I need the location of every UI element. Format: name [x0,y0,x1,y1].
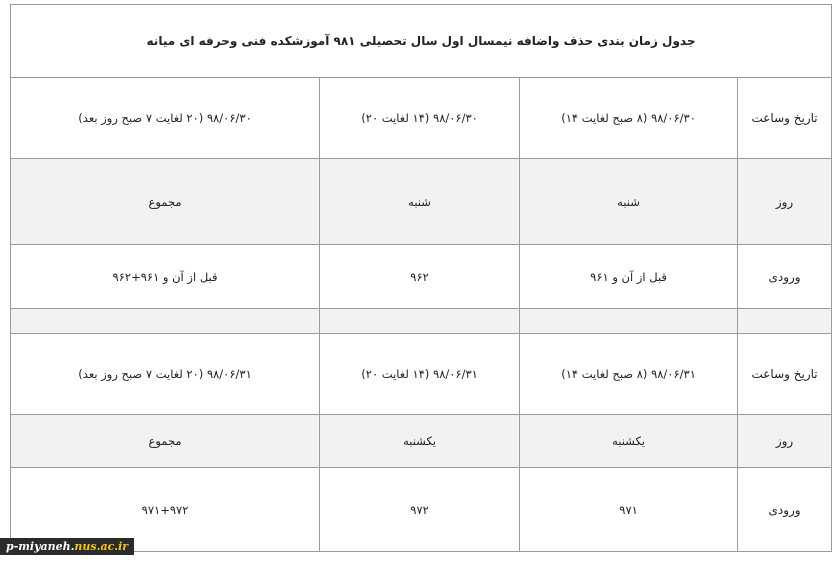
cell: مجموع [11,159,320,245]
spacer-row [11,309,832,334]
cell: ۹۶۲ [320,245,520,309]
cell: ۹۸/۰۶/۳۱ (۸ صبح لغایت ۱۴) [520,334,738,415]
cell: ۹۸/۰۶/۳۰ (۲۰ لغایت ۷ صبح روز بعد) [11,78,320,159]
spacer-cell [520,309,738,334]
cell: ۹۸/۰۶/۳۰ (۱۴ لغایت ۲۰) [320,78,520,159]
table-title: جدول زمان بندی حذف واضافه نیمسال اول سال تحصیلی ۹۸۱ آموزشکده فنی وحرفه ای میانه [11,5,832,78]
site-watermark [0,538,134,555]
block1-day-row [11,159,832,245]
title-row [11,5,832,78]
spacer-cell [11,309,320,334]
schedule-table [10,4,832,552]
label-day: روز [738,159,832,245]
watermark-domain: nus.ac.ir [74,540,129,553]
label-day: روز [738,415,832,468]
cell: شنبه [320,159,520,245]
cell: ۹۸/۰۶/۳۰ (۸ صبح لغایت ۱۴) [520,78,738,159]
cell: قبل از آن و ۹۶۱+۹۶۲ [11,245,320,309]
cell: قبل از آن و ۹۶۱ [520,245,738,309]
cell: یکشنبه [320,415,520,468]
cell: یکشنبه [520,415,738,468]
spacer-cell [738,309,832,334]
block2-datetime-row [11,334,832,415]
watermark-prefix: p-miyaneh. [6,540,75,553]
label-datetime: تاریخ وساعت [738,334,832,415]
label-entry: ورودی [738,245,832,309]
block1-datetime-row [11,78,832,159]
block1-entry-row [11,245,832,309]
label-entry: ورودی [738,468,832,552]
cell: مجموع [11,415,320,468]
cell: ۹۸/۰۶/۳۱ (۱۴ لغایت ۲۰) [320,334,520,415]
block2-day-row [11,415,832,468]
label-datetime: تاریخ وساعت [738,78,832,159]
cell: ۹۸/۰۶/۳۱ (۲۰ لغایت ۷ صبح روز بعد) [11,334,320,415]
cell: ۹۷۱+۹۷۲ [11,468,320,552]
spacer-cell [320,309,520,334]
cell: ۹۷۲ [320,468,520,552]
cell: شنبه [520,159,738,245]
cell: ۹۷۱ [520,468,738,552]
